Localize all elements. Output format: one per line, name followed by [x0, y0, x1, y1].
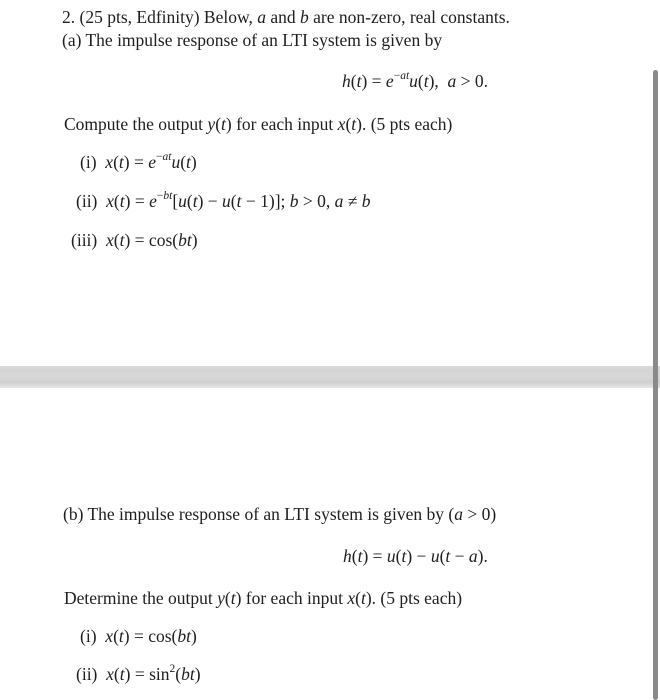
- part-a-item-i: (i) $x(t) = e^{-at}u(t)$: [80, 151, 197, 172]
- problem-header: 2. (25 pts, Edfinity) Below, a and b are non-zero, real constants.: [62, 7, 510, 27]
- part-b-item-i: (i) x(t) = cos(bt): [80, 626, 197, 646]
- item-label: (i): [80, 152, 97, 172]
- part-b-instruction: Determine the output y(t) for each input x(t). (5 pts each): [64, 588, 463, 608]
- part-a-impulse-equation: $h(t) = e^{-at}u(t)$, a > 0.: [342, 70, 489, 91]
- part-b-intro: (b) The impulse response of an LTI system is given by (a > 0): [63, 504, 497, 524]
- item-label: (ii): [76, 191, 98, 211]
- item-label: (i): [80, 626, 97, 646]
- vertical-scrollbar[interactable]: [653, 70, 658, 700]
- part-b-impulse-equation: h(t) = u(t) − u(t − a).: [343, 546, 488, 566]
- part-a-item-iii: (iii) x(t) = cos(bt): [71, 230, 198, 250]
- document-page-2: [0, 388, 660, 700]
- item-label: (ii): [76, 664, 98, 684]
- part-b-item-ii: (ii) $x(t) = \sin^2(bt)$: [76, 663, 201, 684]
- part-a-instruction: Compute the output y(t) for each input x(t). (5 pts each): [64, 114, 453, 134]
- page-divider: [0, 366, 660, 388]
- part-a-item-ii: (ii) $x(t) = e^{-bt}[u(t) - u(t - 1)]$; b > 0, a ≠ b: [76, 190, 371, 211]
- item-label: (iii): [71, 230, 98, 250]
- part-a-intro: (a) The impulse response of an LTI system is given by: [62, 30, 443, 50]
